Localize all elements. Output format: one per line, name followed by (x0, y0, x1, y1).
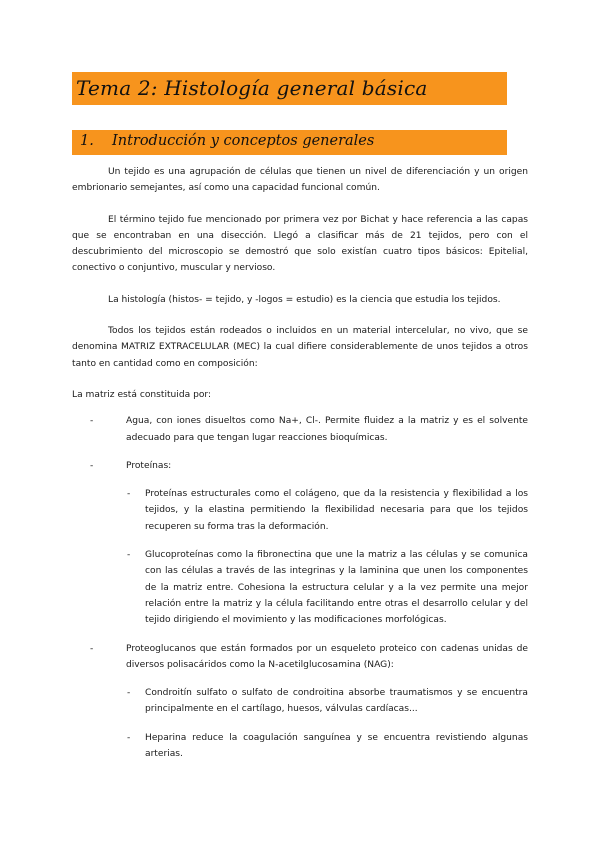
section-heading: Introducción y conceptos generales (112, 133, 375, 149)
document-title-bar (72, 72, 507, 105)
sublist-item-estructurales (127, 486, 528, 535)
sublist-item-text: Glucoproteínas como la fibronectina que une la matriz a las células y se comunica con las células a través de las integrinas y la laminina que unen los componentes de la matriz entre. Cohesiona la estructura celular y a la vez permite una mejor relación entre la matriz y la célula facilitando entre otras el desarrollo celular y del tejido dirigiendo el movimiento y las modificaciones morfológicas. (145, 550, 528, 626)
list-item-proteinas (90, 458, 528, 474)
document-title: Tema 2: Histología general básica (76, 76, 428, 100)
list-item-proteoglucanos (90, 641, 528, 674)
sublist-item-text: Proteínas estructurales como el colágeno, que da la resistencia y flexibilidad a los tejidos, y la elastina permitiendo la flexibilidad necesaria para que los tejidos recuperen su forma tras la deformación. (145, 489, 528, 532)
sublist-item-glucoproteinas (127, 547, 528, 628)
section-number: 1. (80, 133, 94, 149)
list-item-text: Proteoglucanos que están formados por un esqueleto proteico con cadenas unidas de diversos polisacáridos como la N-acetilglucosamina (NAG): (126, 643, 528, 670)
sublist-item-text: Heparina reduce la coagulación sanguínea y se encuentra revistiendo algunas arterias. (145, 732, 528, 760)
matrix-intro: La matriz está constituida por: (72, 389, 212, 400)
document-body (72, 164, 528, 774)
bullet-dash: - (127, 732, 131, 743)
bullet-dash: - (127, 688, 131, 699)
paragraph-history: El término tejido fue mencionado por primera vez por Bichat y hace referencia a las capas que se encontraban en una disección. Llegó a clasificar más de 21 tejidos, pero con el descubrimiento del microscopio se demostró que solo existían cuatro tipos básicos: Epitelial, conectivo o conjuntivo, muscular y nervioso. (72, 214, 528, 274)
section-heading-bar (72, 130, 507, 155)
sublist-item-condroitin (127, 685, 528, 718)
sublist-item-text: Condroitín sulfato o sulfato de condroitina absorbe traumatismos y se encuentra principalmente en el cartílago, huesos, válvulas cardíacas... (145, 688, 528, 715)
bullet-dash: - (127, 550, 131, 561)
sublist-item-heparina (127, 730, 528, 763)
bullet-dash: - (90, 416, 94, 427)
paragraph-matrix: Todos los tejidos están rodeados o incluidos en un material intercelular, no vivo, que se denomina MATRIZ EXTRACELULAR (MEC) la cual difiere considerablemente de unos tejidos a otros tanto en cantidad como en composición: (72, 326, 528, 369)
bullet-dash: - (90, 460, 94, 471)
bullet-dash: - (90, 643, 94, 654)
list-item-agua (90, 413, 528, 446)
paragraph-definition: Un tejido es una agrupación de células que tienen un nivel de diferenciación y un origen embrionario semejantes, así como una capacidad funcional común. (72, 167, 528, 194)
list-item-text: Agua, con iones disueltos como Na+, Cl-. Permite fluidez a la matriz y es el solvente adecuado para que tengan lugar reacciones bioquímicas. (126, 416, 528, 443)
bullet-dash: - (127, 489, 131, 500)
paragraph-histology: La histología (histos- = tejido, y -logos = estudio) es la ciencia que estudia los tejidos. (108, 294, 501, 305)
list-item-text: Proteínas: (126, 460, 172, 471)
